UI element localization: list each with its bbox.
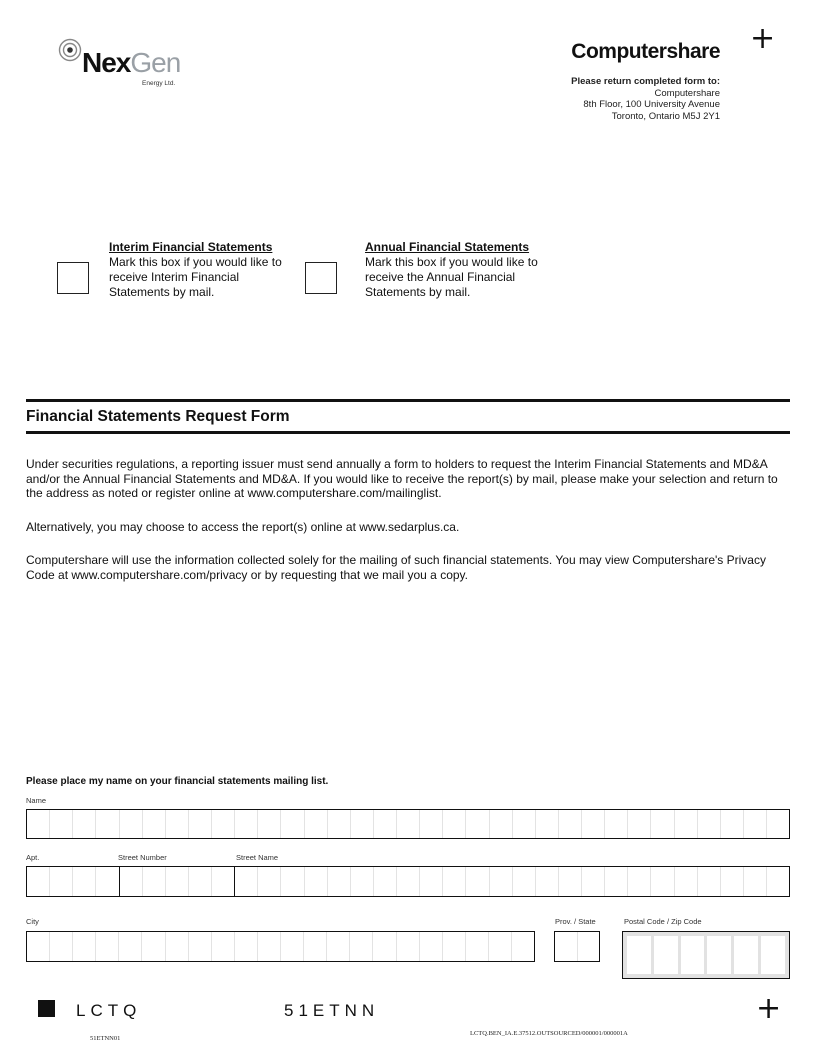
char-cell	[443, 810, 466, 838]
char-cell	[489, 932, 512, 961]
char-cell	[628, 867, 651, 896]
city-label: City	[26, 917, 39, 926]
footer-reference: LCTQ.BEN_IA.E.37512.OUTSOURCED/000001/000001A	[470, 1030, 628, 1037]
nexgen-logo	[58, 38, 198, 94]
char-cell	[50, 867, 73, 896]
postal-char-cell	[654, 936, 678, 974]
intro-paragraph: Under securities regulations, a reporting issuer must send annually a form to holders to request the Interim Financial Statements and MD&A and/or the Annual Financial Statements and MD&A. If you would like to receive the report(s) by mail, please make your selection and return to the address as noted or register online at www.computershare.com/mailinglist.	[26, 457, 778, 500]
interim-text: Mark this box if you would like to receive Interim Financial Statements by mail.	[109, 255, 282, 299]
char-cell	[166, 810, 189, 838]
char-cell	[744, 867, 767, 896]
char-cell	[555, 932, 578, 961]
apt-label: Apt.	[26, 853, 40, 862]
postal-char-cell	[734, 936, 758, 974]
char-cell	[258, 867, 281, 896]
nexgen-subtitle: Energy Ltd.	[142, 80, 176, 87]
char-cell	[490, 810, 513, 838]
char-cell	[328, 810, 351, 838]
char-cell	[258, 810, 281, 838]
annual-checkbox[interactable]	[305, 262, 337, 294]
nexgen-circle-icon	[58, 38, 82, 62]
char-cell	[466, 867, 489, 896]
char-cell	[744, 810, 767, 838]
char-cell	[443, 867, 466, 896]
char-cell	[675, 867, 698, 896]
name-field[interactable]	[26, 809, 790, 839]
annual-title: Annual Financial Statements	[365, 240, 530, 254]
char-cell	[166, 867, 189, 896]
mailing-prompt: Please place my name on your financial statements mailing list.	[26, 776, 329, 787]
char-cell	[512, 932, 534, 961]
char-cell	[466, 932, 489, 961]
privacy-paragraph: Computershare will use the information collected solely for the mailing of such financial statements. You may view Computershare's Privacy Code at www.computershare.com/privacy or by requesting that we mail you a copy.	[26, 553, 766, 582]
char-cell	[605, 810, 628, 838]
char-cell	[397, 810, 420, 838]
char-cell	[420, 932, 443, 961]
char-cell	[582, 867, 605, 896]
postal-char-cell	[627, 936, 651, 974]
char-cell	[374, 810, 397, 838]
char-cell	[420, 810, 443, 838]
heading-rule-top	[26, 399, 790, 402]
char-cell	[698, 867, 721, 896]
char-cell	[166, 932, 189, 961]
char-cell	[374, 867, 397, 896]
char-cell	[73, 867, 96, 896]
char-cell	[397, 867, 420, 896]
char-cell	[559, 810, 582, 838]
char-cell	[327, 932, 350, 961]
char-cell	[258, 932, 281, 961]
char-cell	[189, 867, 212, 896]
char-cell	[143, 810, 166, 838]
char-cell	[397, 932, 420, 961]
return-address-heading: Please return completed form to:	[571, 76, 720, 87]
char-cell	[305, 810, 328, 838]
char-cell	[96, 867, 119, 896]
char-cell	[698, 810, 721, 838]
nexgen-nex: Nex	[82, 47, 131, 78]
char-cell	[119, 932, 142, 961]
interim-checkbox[interactable]	[57, 262, 89, 294]
footer-sub-code: 51ETNN01	[90, 1035, 121, 1042]
char-cell	[189, 810, 212, 838]
char-cell	[536, 810, 559, 838]
char-cell	[27, 867, 50, 896]
char-cell	[420, 867, 443, 896]
computershare-logo: Computershare	[571, 40, 720, 63]
return-address	[571, 76, 720, 122]
char-cell	[50, 810, 73, 838]
postal-label: Postal Code / Zip Code	[624, 917, 702, 926]
char-cell	[536, 867, 559, 896]
char-cell	[559, 867, 582, 896]
postal-char-cell	[681, 936, 705, 974]
char-cell	[628, 810, 651, 838]
char-cell	[651, 810, 674, 838]
char-cell	[120, 810, 143, 838]
char-cell	[281, 810, 304, 838]
char-cell	[73, 932, 96, 961]
street-number-label: Street Number	[118, 853, 167, 862]
street-name-label: Street Name	[236, 853, 279, 862]
nexgen-gen: Gen	[130, 47, 181, 78]
char-cell	[490, 867, 513, 896]
char-cell	[605, 867, 628, 896]
char-cell	[350, 932, 373, 961]
postal-char-cell	[707, 936, 731, 974]
interim-title: Interim Financial Statements	[109, 240, 273, 254]
form-title: Financial Statements Request Form	[26, 408, 290, 425]
char-cell	[305, 867, 328, 896]
return-address-line: Toronto, Ontario M5J 2Y1	[611, 110, 720, 122]
nexgen-wordmark	[82, 48, 180, 78]
city-field[interactable]	[26, 931, 535, 962]
char-cell	[351, 867, 374, 896]
char-cell	[513, 810, 536, 838]
char-cell	[281, 867, 304, 896]
char-cell	[466, 810, 489, 838]
char-cell	[767, 867, 789, 896]
postal-char-cell	[761, 936, 785, 974]
char-cell	[235, 932, 258, 961]
char-cell	[443, 932, 466, 961]
address-field[interactable]	[26, 866, 790, 897]
char-cell	[96, 932, 119, 961]
char-cell	[721, 867, 744, 896]
char-cell	[721, 810, 744, 838]
char-cell	[212, 932, 235, 961]
char-cell	[96, 810, 119, 838]
char-cell	[304, 932, 327, 961]
char-cell	[582, 810, 605, 838]
registration-mark-top: +	[750, 21, 776, 56]
char-cell	[189, 932, 212, 961]
char-cell	[328, 867, 351, 896]
footer-code-left: LCTQ	[76, 1001, 142, 1020]
char-cell	[120, 867, 143, 896]
interim-option	[109, 240, 289, 300]
char-cell	[513, 867, 536, 896]
online-paragraph: Alternatively, you may choose to access the report(s) online at www.sedarplus.ca.	[26, 520, 460, 534]
registration-mark-bottom: +	[756, 991, 782, 1026]
char-cell	[281, 932, 304, 961]
annual-option	[365, 240, 545, 300]
char-cell	[142, 932, 165, 961]
char-cell	[351, 810, 374, 838]
char-cell	[212, 810, 235, 838]
char-cell	[373, 932, 396, 961]
return-address-line: Computershare	[654, 87, 720, 99]
char-cell	[578, 932, 600, 961]
char-cell	[73, 810, 96, 838]
char-cell	[235, 810, 258, 838]
char-cell	[675, 810, 698, 838]
footer-code-mid: 51ETNN	[284, 1001, 380, 1020]
prov-label: Prov. / State	[555, 917, 596, 926]
name-label: Name	[26, 796, 47, 805]
char-cell	[235, 867, 258, 896]
char-cell	[767, 810, 789, 838]
char-cell	[143, 867, 166, 896]
char-cell	[27, 810, 50, 838]
annual-text: Mark this box if you would like to receive the Annual Financial Statements by mail.	[365, 255, 538, 299]
prov-field[interactable]	[554, 931, 600, 962]
char-cell	[651, 867, 674, 896]
char-cell	[50, 932, 73, 961]
footer-marker-square	[38, 1000, 55, 1017]
postal-field[interactable]	[622, 931, 790, 979]
char-cell	[27, 932, 50, 961]
return-address-line: 8th Floor, 100 University Avenue	[583, 99, 720, 110]
heading-rule-bottom	[26, 431, 790, 434]
char-cell	[212, 867, 235, 896]
